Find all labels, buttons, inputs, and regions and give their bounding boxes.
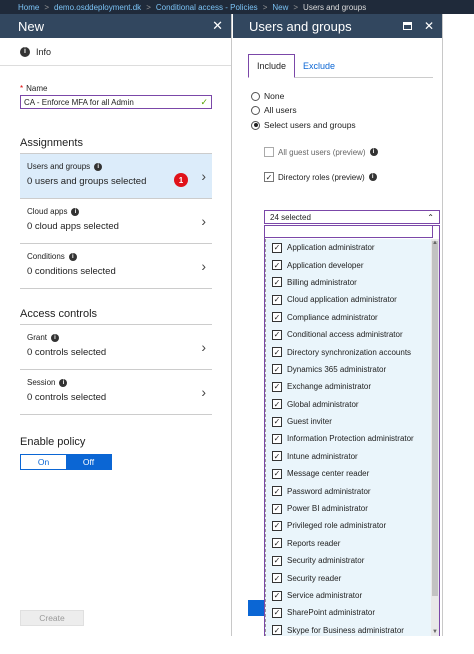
breadcrumb-current: Users and groups — [303, 2, 367, 12]
gutter — [444, 14, 474, 636]
breadcrumb-new[interactable]: New — [272, 2, 289, 12]
breadcrumb-separator: > — [293, 2, 299, 12]
checkbox[interactable]: ✓ — [273, 625, 281, 635]
role-label: Application developer — [287, 260, 364, 270]
users-groups-blade — [233, 14, 443, 636]
checkbox[interactable]: ✓ — [273, 573, 281, 583]
info-label: Info — [36, 46, 52, 57]
checkbox[interactable]: ✓ — [273, 417, 281, 427]
breadcrumb-separator: > — [44, 2, 50, 12]
role-label: Application administrator — [287, 243, 375, 253]
checkmark-icon: ✓ — [200, 96, 208, 107]
cloud-apps-row[interactable] — [20, 199, 212, 243]
blade-header — [233, 14, 442, 38]
role-label: Skype for Business administrator — [287, 625, 404, 635]
chevron-up-icon: ⌃ — [427, 212, 434, 222]
info-icon: i — [51, 334, 59, 342]
info-icon: i — [69, 253, 77, 261]
conditions-label: Conditions — [27, 252, 65, 261]
blade-header — [0, 14, 231, 38]
role-item[interactable] — [266, 430, 433, 447]
info-icon: i — [59, 379, 67, 387]
divider — [20, 414, 212, 415]
breadcrumb-separator: > — [262, 2, 268, 12]
role-item[interactable] — [266, 482, 433, 499]
scroll-down-icon[interactable]: ▼ — [432, 629, 438, 635]
roles-dropdown-value: 24 selected — [270, 212, 311, 222]
toggle-off[interactable]: Off — [66, 455, 111, 469]
role-item[interactable] — [266, 448, 433, 465]
grant-row[interactable] — [20, 325, 212, 369]
cloud-apps-value: 0 cloud apps selected — [27, 221, 119, 232]
grant-label: Grant — [27, 333, 48, 342]
checkbox[interactable]: ✓ — [273, 469, 281, 479]
blade-title: Users and groups — [249, 18, 352, 34]
role-item[interactable] — [266, 326, 433, 343]
role-item[interactable] — [266, 274, 433, 291]
roles-items — [265, 239, 433, 636]
role-item[interactable] — [266, 622, 433, 636]
checkbox[interactable]: ✓ — [273, 434, 281, 444]
name-input-value: CA - Enforce MFA for all Admin — [24, 97, 134, 107]
radio-button[interactable] — [251, 106, 260, 115]
assignments-title: Assignments — [20, 137, 83, 149]
checkbox[interactable]: ✓ — [265, 172, 273, 182]
breadcrumb-tenant[interactable]: demo.osddeployment.dk — [54, 2, 142, 12]
maximize-icon[interactable] — [403, 22, 412, 30]
directory-roles-checkbox[interactable] — [264, 172, 377, 182]
chevron-right-icon: › — [201, 258, 206, 274]
scroll-up-icon[interactable]: ▲ — [432, 240, 438, 246]
checkbox[interactable]: ✓ — [273, 347, 281, 357]
new-policy-blade — [0, 14, 232, 636]
breadcrumb-separator: > — [146, 2, 151, 12]
breadcrumb-policies[interactable]: Conditional access - Policies — [155, 2, 258, 12]
info-icon: i — [369, 173, 377, 181]
checkbox[interactable]: ✓ — [273, 295, 281, 305]
checkbox[interactable]: ✓ — [273, 608, 281, 618]
role-item[interactable] — [266, 604, 433, 621]
role-label: Power BI administrator — [287, 504, 368, 514]
users-groups-value: 0 users and groups selected — [27, 176, 147, 187]
checkbox[interactable]: ✓ — [273, 243, 281, 253]
radio-none[interactable] — [251, 91, 284, 101]
radio-label: None — [264, 91, 285, 101]
close-icon[interactable]: ✕ — [423, 19, 434, 33]
checkbox[interactable]: ✓ — [273, 451, 281, 461]
scrollbar-thumb[interactable] — [432, 241, 438, 596]
role-item[interactable] — [266, 500, 433, 517]
role-item[interactable] — [266, 535, 433, 552]
checkbox[interactable]: ✓ — [273, 382, 281, 392]
checkbox[interactable]: ✓ — [273, 330, 281, 340]
role-item[interactable] — [266, 291, 433, 308]
role-item[interactable] — [266, 309, 433, 326]
role-item[interactable] — [266, 256, 433, 273]
role-item[interactable] — [266, 587, 433, 604]
access-controls-title: Access controls — [20, 308, 98, 320]
checkbox[interactable] — [264, 147, 274, 157]
role-label: SharePoint administrator — [287, 608, 376, 618]
role-item[interactable] — [266, 343, 433, 360]
checkbox[interactable]: ✓ — [273, 556, 281, 566]
checkbox[interactable]: ✓ — [273, 504, 281, 514]
roles-list — [264, 225, 440, 636]
info-icon: i — [71, 208, 79, 216]
tabs — [248, 54, 433, 78]
role-label: Conditional access administrator — [287, 330, 403, 340]
radio-button[interactable] — [251, 92, 260, 101]
role-label: Directory synchronization accounts — [287, 347, 412, 357]
role-label: Cloud application administrator — [287, 295, 397, 305]
checkbox[interactable]: ✓ — [273, 486, 281, 496]
role-label: Global administrator — [287, 399, 359, 409]
role-label: Service administrator — [287, 591, 363, 600]
checkbox[interactable]: ✓ — [273, 277, 281, 287]
role-label: Message center reader — [287, 469, 370, 479]
select-button[interactable] — [248, 600, 264, 616]
checkbox[interactable]: ✓ — [273, 538, 281, 548]
checkbox[interactable]: ✓ — [273, 364, 281, 374]
name-label: * Name — [20, 84, 48, 93]
role-item[interactable] — [266, 552, 433, 569]
breadcrumb-home[interactable]: Home — [18, 2, 40, 12]
tab-include[interactable]: Include — [248, 54, 295, 78]
info-icon: i — [20, 47, 30, 57]
role-item[interactable] — [266, 378, 433, 395]
roles-search-input[interactable] — [265, 226, 433, 238]
roles-dropdown[interactable] — [264, 210, 440, 224]
conditions-row[interactable] — [20, 244, 212, 288]
create-button[interactable]: Create — [20, 610, 84, 626]
role-label: Security reader — [287, 573, 342, 583]
radio-button[interactable] — [251, 121, 260, 130]
checkbox-label: Directory roles (preview) — [278, 172, 365, 182]
users-groups-label: Users and groups — [27, 162, 91, 171]
role-label: Billing administrator — [287, 277, 357, 287]
role-label: Reports reader — [287, 538, 341, 548]
divider — [20, 288, 212, 289]
role-item[interactable] — [266, 239, 433, 256]
cloud-apps-label: Cloud apps — [27, 207, 68, 216]
checkbox[interactable]: ✓ — [273, 260, 281, 270]
role-label: Intune administrator — [287, 451, 358, 461]
checkbox-label: All guest users (preview) — [278, 147, 366, 157]
chevron-right-icon: › — [201, 168, 206, 184]
chevron-right-icon: › — [201, 384, 206, 400]
session-label: Session — [27, 378, 56, 387]
breadcrumb — [0, 0, 474, 14]
role-item[interactable] — [266, 517, 433, 534]
role-label: Privileged role administrator — [287, 521, 387, 531]
enable-policy-title: Enable policy — [20, 436, 86, 448]
session-row[interactable] — [20, 370, 212, 414]
role-label: Exchange administrator — [287, 382, 372, 392]
role-label: Dynamics 365 administrator — [287, 364, 387, 374]
close-icon[interactable]: ✕ — [212, 18, 223, 33]
radio-label: All users — [264, 105, 297, 115]
conditions-value: 0 conditions selected — [27, 266, 116, 277]
checkbox[interactable]: ✓ — [273, 591, 281, 600]
radio-all-users[interactable] — [251, 105, 297, 115]
radio-select-users-groups[interactable] — [251, 120, 356, 130]
role-item[interactable] — [266, 396, 433, 413]
role-item[interactable] — [266, 361, 433, 378]
role-label: Information Protection administrator — [287, 434, 414, 444]
grant-value: 0 controls selected — [27, 347, 107, 358]
enable-policy-toggle[interactable] — [20, 454, 112, 470]
chevron-right-icon: › — [201, 213, 206, 229]
toggle-on[interactable]: On — [21, 455, 66, 469]
blade-title: New — [18, 18, 45, 34]
role-label: Security administrator — [287, 556, 365, 566]
session-value: 0 controls selected — [27, 392, 107, 403]
role-item[interactable] — [266, 465, 433, 482]
role-label: Guest inviter — [287, 417, 332, 427]
info-icon: i — [370, 148, 378, 156]
radio-label: Select users and groups — [264, 120, 356, 130]
chevron-right-icon: › — [201, 339, 206, 355]
all-guest-users-checkbox[interactable] — [264, 147, 378, 157]
checkbox[interactable]: ✓ — [273, 399, 281, 409]
info-icon: i — [94, 163, 102, 171]
role-label: Password administrator — [287, 486, 371, 496]
role-item[interactable] — [266, 413, 433, 430]
info-button[interactable] — [0, 38, 231, 66]
checkbox[interactable]: ✓ — [273, 521, 281, 531]
role-label: Compliance administrator — [287, 312, 378, 322]
name-input[interactable] — [20, 95, 212, 109]
step-badge-1: 1 — [174, 173, 188, 187]
bottom-edge — [0, 636, 474, 654]
role-item[interactable] — [266, 569, 433, 586]
checkbox[interactable]: ✓ — [273, 312, 281, 322]
tab-exclude[interactable]: Exclude — [303, 60, 336, 71]
